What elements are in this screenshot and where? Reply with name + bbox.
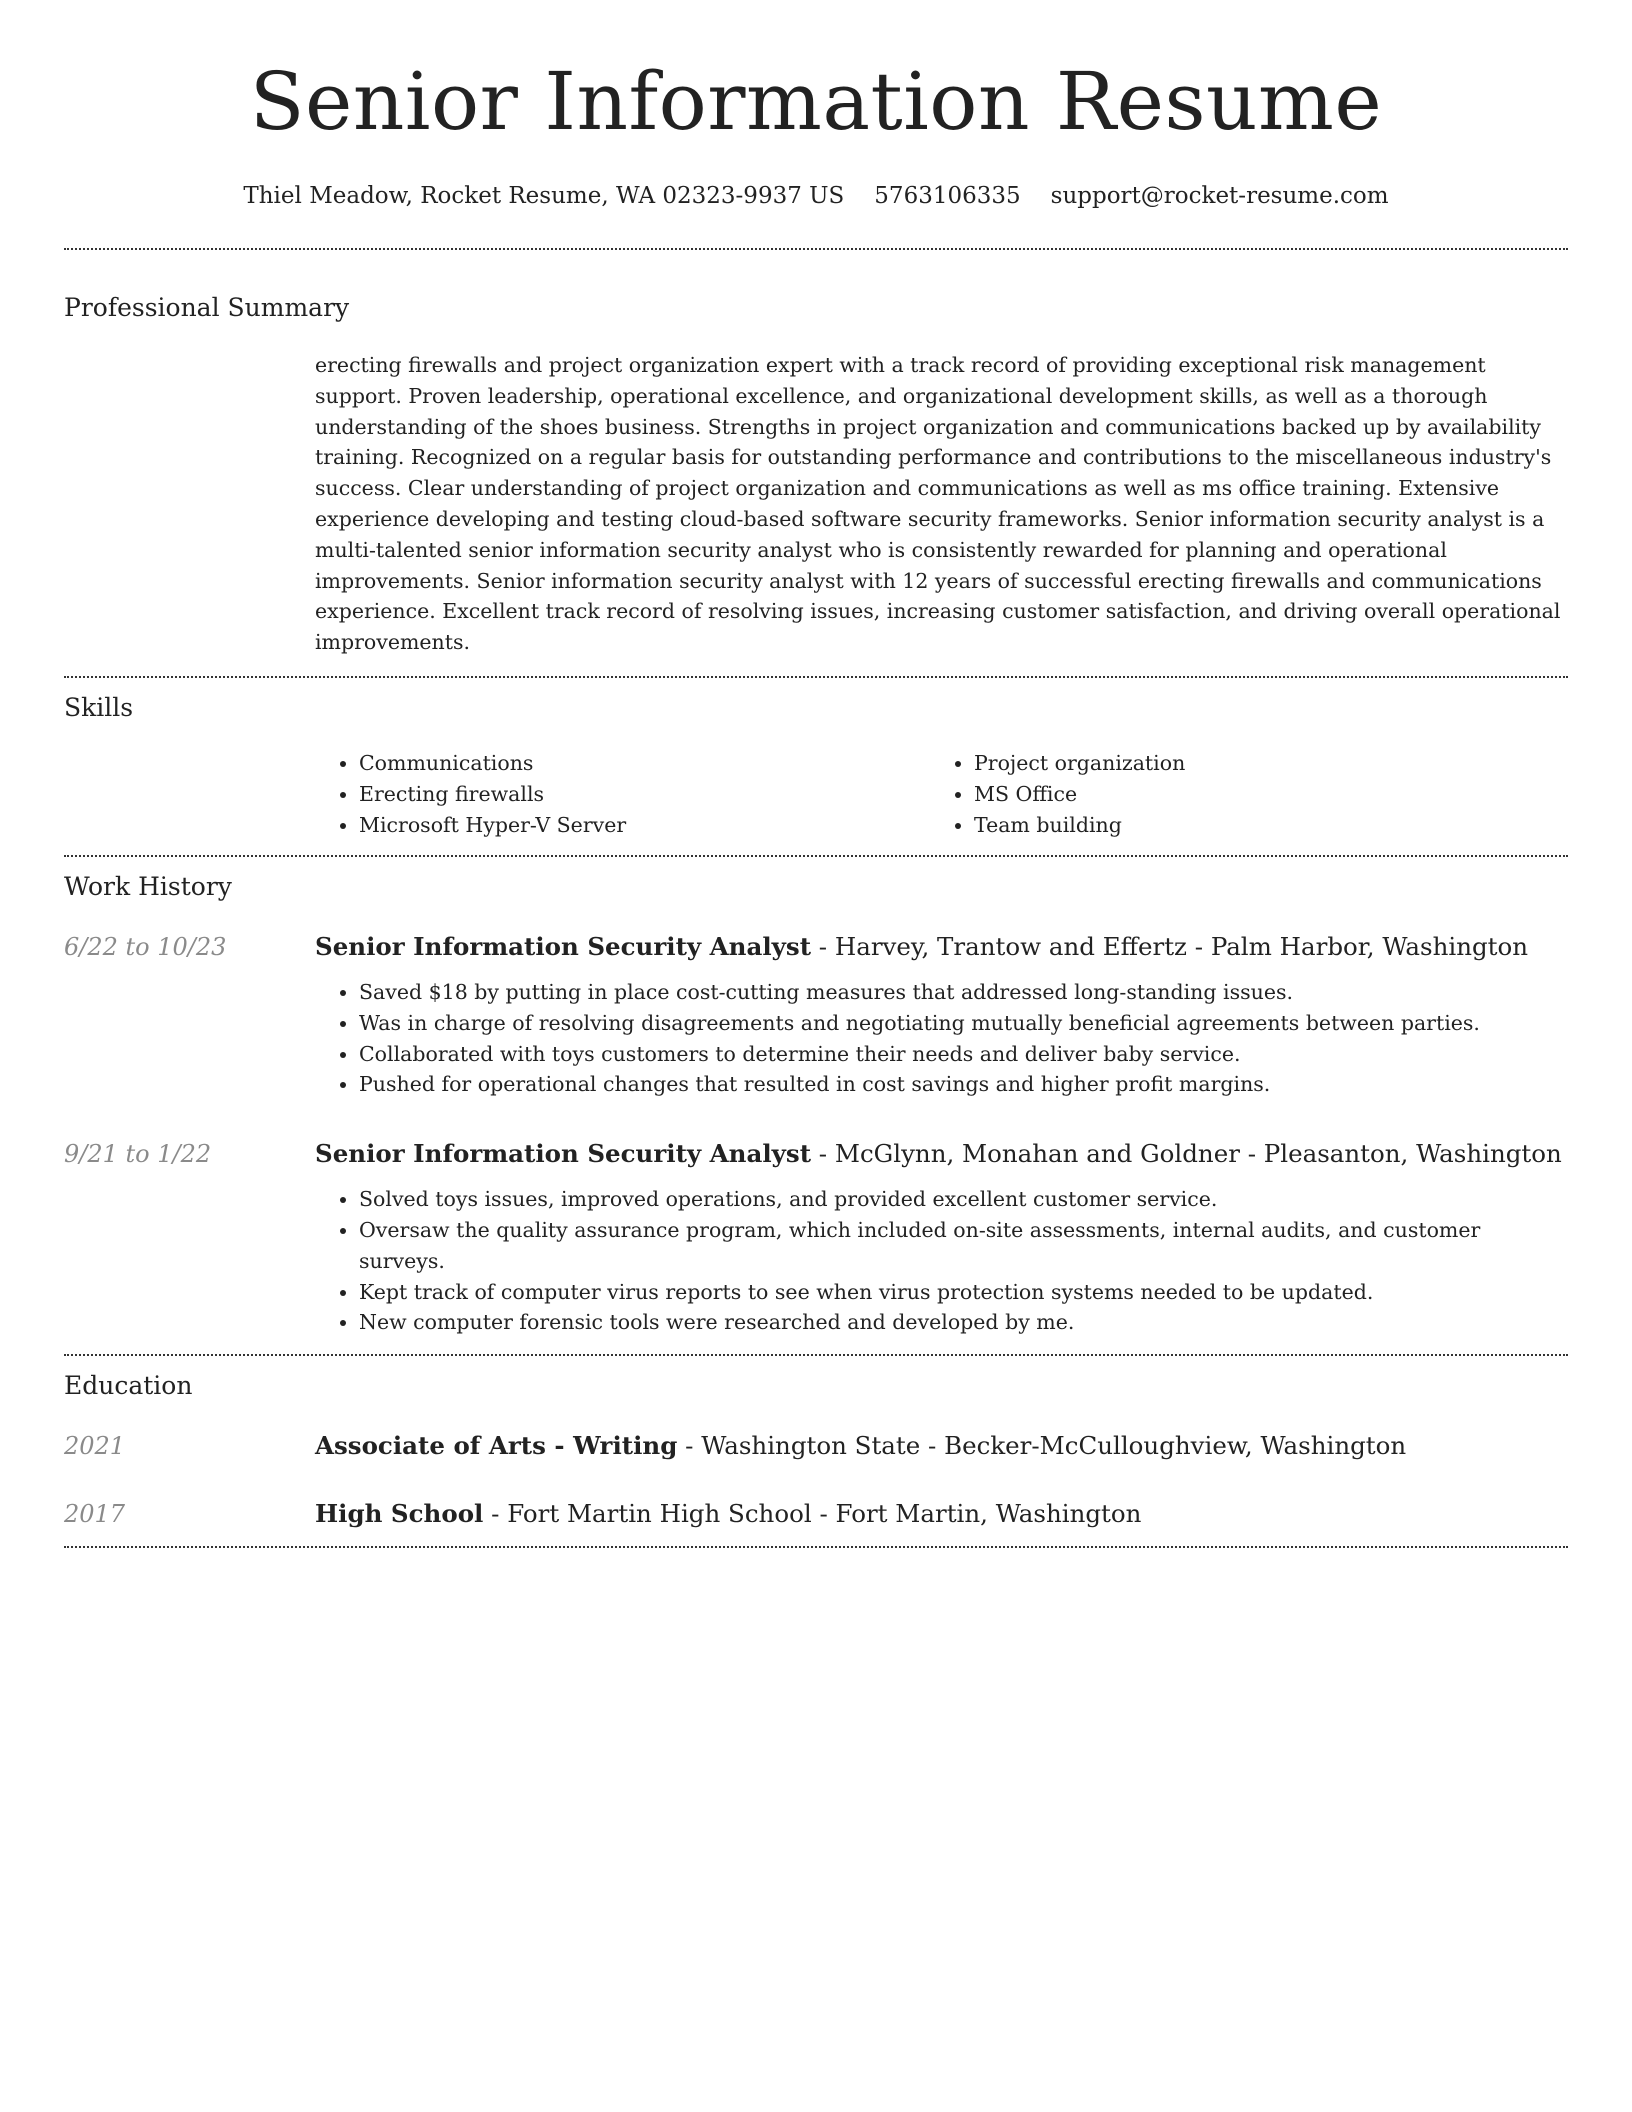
job-entry — [64, 1138, 1568, 1354]
skill-item: • Erecting firewalls — [359, 779, 930, 810]
education-school-location: - Washington State - Becker-McCulloughview, Washington — [677, 1431, 1407, 1461]
skills-heading: Skills — [64, 692, 134, 722]
summary-heading: Professional Summary — [64, 293, 350, 322]
job-employer-location: - Harvey, Trantow and Effertz - Palm Harbor, Washington — [811, 931, 1529, 961]
job-entry — [64, 931, 1568, 1100]
section-divider — [64, 676, 1568, 678]
education-date: 2021 — [64, 1432, 126, 1461]
skill-item: • MS Office — [974, 779, 1545, 810]
job-heading — [315, 931, 1568, 963]
job-employer-location: - McGlynn, Monahan and Goldner - Pleasanton, Washington — [811, 1139, 1562, 1169]
education-heading-line — [315, 1430, 1568, 1462]
job-bullets — [315, 977, 1568, 1100]
education-heading: Education — [64, 1371, 193, 1401]
job-bullet: • Oversaw the quality assurance program, which included on-site assessments, internal audits, and customer surveys. — [359, 1215, 1568, 1277]
skills-list — [315, 748, 1568, 855]
education-entry — [64, 1498, 1568, 1546]
contact-email: support@rocket-resume.com — [1050, 183, 1389, 209]
job-bullet: • New computer forensic tools were researched and developed by me. — [359, 1307, 1568, 1338]
resume-page — [64, 0, 1568, 1548]
job-bullet: • Pushed for operational changes that resulted in cost savings and higher profit margins. — [359, 1069, 1568, 1100]
job-bullets — [315, 1184, 1568, 1338]
job-date: 6/22 to 10/23 — [64, 932, 227, 961]
education-date: 2017 — [64, 1500, 126, 1529]
job-heading — [315, 1138, 1568, 1170]
section-divider — [64, 248, 1568, 250]
job-bullet: • Collaborated with toys customers to determine their needs and deliver baby service. — [359, 1039, 1568, 1070]
skill-item: • Microsoft Hyper-V Server — [359, 810, 930, 841]
job-date: 9/21 to 1/22 — [64, 1140, 212, 1169]
section-divider — [64, 1354, 1568, 1356]
job-role: Senior Information Security Analyst — [315, 1139, 812, 1169]
work-history-heading: Work History — [64, 871, 232, 901]
contact-line — [64, 180, 1568, 212]
education-entry — [64, 1430, 1568, 1462]
resume-title: Senior Information Resume — [249, 55, 1383, 148]
skills-column-left — [315, 748, 930, 841]
contact-phone: 5763106335 — [874, 183, 1021, 209]
education-degree: Associate of Arts - Writing — [315, 1431, 678, 1461]
job-role: Senior Information Security Analyst — [315, 931, 812, 961]
skills-column-right — [930, 748, 1545, 841]
section-divider — [64, 1546, 1568, 1548]
job-bullet: • Kept track of computer virus reports to see when virus protection systems needed to be updated. — [359, 1277, 1568, 1308]
education-school-location: - Fort Martin High School - Fort Martin, Washington — [483, 1499, 1142, 1529]
section-divider — [64, 855, 1568, 857]
skill-item: • Project organization — [974, 748, 1545, 779]
education-heading-line — [315, 1498, 1568, 1530]
job-bullet: • Saved $18 by putting in place cost-cutting measures that addressed long-standing issues. — [359, 977, 1568, 1008]
job-bullet: • Was in charge of resolving disagreements and negotiating mutually beneficial agreements between parties. — [359, 1008, 1568, 1039]
skill-item: • Team building — [974, 810, 1545, 841]
summary-text: erecting firewalls and project organization expert with a track record of providing exceptional risk management support. Proven leadership, operational excellence, and organizational development skills, as well as a thorough understanding of the shoes business. Strengths in project organization and communications backed up by availability training. Recognized on a regular basis for outstanding performance and contributions to the miscellaneous industry's success. Clear understanding of project organization and communications as well as ms office training. Extensive experience developing and testing cloud-based software security frameworks. Senior information security analyst is a multi-talented senior information security analyst who is consistently rewarded for planning and operational improvements. Senior information security analyst with 12 years of successful erecting firewalls and communications experience. Excellent track record of resolving issues, increasing customer satisfaction, and driving overall operational improvements. — [315, 353, 1561, 655]
skill-item: • Communications — [359, 748, 930, 779]
education-degree: High School — [315, 1499, 484, 1529]
contact-address: Thiel Meadow, Rocket Resume, WA 02323-9937 US — [243, 183, 845, 209]
job-bullet: • Solved toys issues, improved operations, and provided excellent customer service. — [359, 1184, 1568, 1215]
